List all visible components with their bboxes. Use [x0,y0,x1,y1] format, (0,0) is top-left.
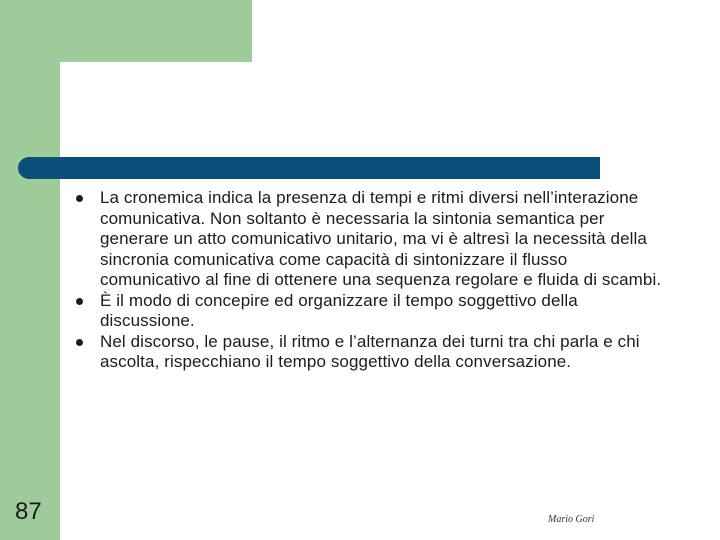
bullet-text: Nel discorso, le pause, il ritmo e l’alternanza dei turni tra chi parla e chi ascolta, rispecchiano il tempo soggettivo della conversazione. [100,331,640,371]
slide-content [70,188,670,373]
author-signature: Mario Gori [548,514,595,525]
bullet-list [70,188,670,373]
title-bar [18,157,600,179]
top-decorative-band [0,0,252,62]
bullet-item [70,291,670,332]
page-number: 87 [15,498,42,525]
bullet-dot-icon [76,195,83,202]
bullet-text: È il modo di concepire ed organizzare il tempo soggettivo della discussione. [100,290,578,330]
bullet-text: La cronemica indica la presenza di tempi e ritmi diversi nell’interazione comunicativa. Non soltanto è necessaria la sintonia semantica per generare un atto comunicativo unitario, ma vi è altresì la necessità della sincronia comunicativa come capacità di sintonizzare il flusso comunicativo al fine di ottenere una sequenza regolare e fluida di scambi. [100,188,662,289]
left-decorative-band [0,0,60,540]
bullet-dot-icon [76,339,83,346]
bullet-item [70,332,670,373]
content-panel-corner [60,62,120,122]
bullet-dot-icon [76,298,83,305]
bullet-item [70,188,670,291]
